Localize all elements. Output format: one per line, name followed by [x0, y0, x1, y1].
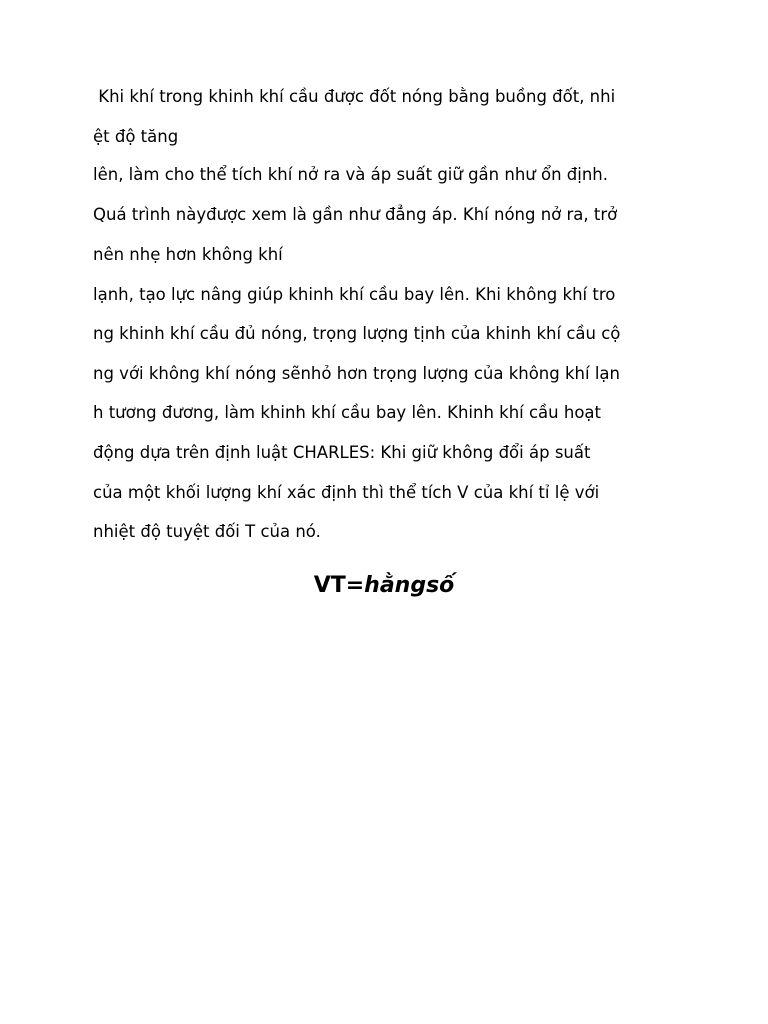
paragraph-line: Khi khí trong khinh khí cầu được đốt nóng bằng buồng đốt, nhi — [93, 87, 616, 106]
formula-lhs: VT= — [313, 573, 365, 598]
paragraph-line: của một khối lượng khí xác định thì thể tích V của khí tỉ lệ với — [93, 483, 600, 502]
paragraph-line: lên, làm cho thể tích khí nở ra và áp suất giữ gần như ổn định. — [93, 165, 609, 184]
paragraph-line: ng với không khí nóng sẽnhỏ hơn trọng lượng của không khí lạn — [93, 364, 620, 383]
paragraph-line: nên nhẹ hơn không khí — [93, 245, 283, 264]
paragraph-line: động dựa trên định luật CHARLES: Khi giữ không đổi áp suất — [93, 443, 591, 462]
paragraph-line: ng khinh khí cầu đủ nóng, trọng lượng tịnh của khinh khí cầu cộ — [93, 324, 621, 343]
charles-law-formula — [0, 572, 768, 600]
formula-rhs: hằngsố — [364, 573, 455, 598]
paragraph-line: Quá trình nàyđược xem là gần như đẳng áp. Khí nóng nở ra, trở — [93, 205, 618, 224]
paragraph-line: lạnh, tạo lực nâng giúp khinh khí cầu bay lên. Khi không khí tro — [93, 285, 616, 304]
paragraph-line: ệt độ tăng — [93, 127, 179, 146]
paragraph-line: nhiệt độ tuyệt đối T của nó. — [93, 522, 321, 541]
paragraph-line: h tương đương, làm khinh khí cầu bay lên. Khinh khí cầu hoạt — [93, 403, 602, 422]
